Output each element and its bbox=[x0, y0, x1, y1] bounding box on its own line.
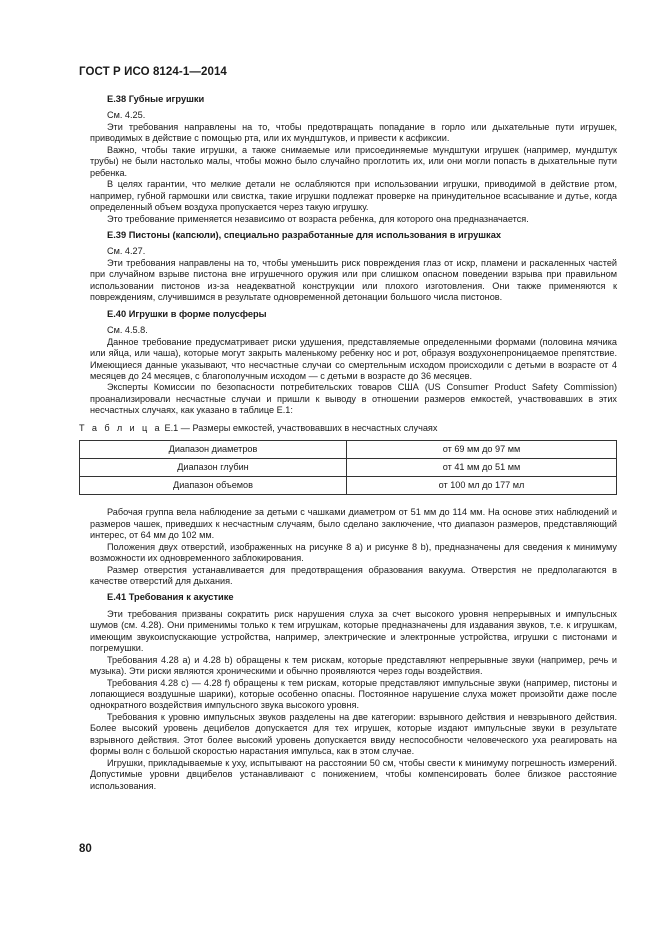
paragraph: Данное требование предусматривает риски удушения, представляемые определенными формами (половина мячика или яйца, или чаша), которые могут закрыть маленькому ребенку нос и рот, образуя воздухонепроницаемое препятствие. Имеющиеся данные указывают, что несчастные случаи со смертельным исходом происходили с детьми в возрасте от 4 месяцев до 24 месяцев, с благополучным исходом — с детьми в возрасте до 36 месяцев. bbox=[90, 336, 617, 381]
section-e38 bbox=[90, 94, 617, 225]
table-cell: от 41 мм до 51 мм bbox=[347, 459, 617, 477]
paragraph: Рабочая группа вела наблюдение за детьми с чашками диаметром от 51 мм до 114 мм. На основе этих наблюдений и размеров чашек, приведших к несчастным случаям, было сделано заключение, что диапазон размеров, представляющий интерес, от 64 мм до 102 мм. bbox=[90, 507, 617, 541]
paragraph: Размер отверстия устанавливается для предотвращения образования вакуума. Отверстия не предполагаются в качестве отверстий для дыхания. bbox=[90, 564, 617, 586]
paragraph: Требования 4.28 а) и 4.28 b) обращены к тем рискам, которые представляют непрерывные звуки (например, речь и музыка). Эти риски являются хроническими и обычно проявляются через годы воздействия. bbox=[90, 654, 617, 677]
table-caption bbox=[79, 423, 617, 434]
paragraph: Требования к уровню импульсных звуков разделены на две категории: взрывного действия и невзрывного действия. Более высокий уровень децибелов допускается для тех игрушек, которые издают импульсные звуки в результате взрывного действия. Этот более высокий уровень допускается ввиду неспособности человеческого уха реагировать на формы волн с большой скоростью нарастания импульса, как в этом случае. bbox=[90, 711, 617, 757]
table-cell: Диапазон диаметров bbox=[80, 441, 347, 459]
document-header: ГОСТ Р ИСО 8124-1—2014 bbox=[79, 66, 227, 78]
table-cell: от 69 мм до 97 мм bbox=[347, 441, 617, 459]
paragraph: В целях гарантии, что мелкие детали не ослабляются при использовании игрушки, приводимой в действие ртом, например, губной гармошки или свистка, такие игрушки подлежат проверке на принудительное всасывание и дутье, когда определенный объем воздуха пропускается через такую игрушку. bbox=[90, 179, 617, 213]
table-caption-lead: Т а б л и ц а bbox=[79, 422, 163, 433]
paragraph: См. 4.5.8. bbox=[107, 325, 148, 336]
section-title: E.41 Требования к акустике bbox=[107, 592, 234, 603]
table-cell: Диапазон объемов bbox=[80, 477, 347, 495]
section-e39 bbox=[90, 230, 617, 304]
paragraph: Требования 4.28 с) — 4.28 f) обращены к тем рискам, которые представляют импульсные звуки (например, пистоны и лопающиеся воздушные шарики), которые особенно опасны. Постоянное нарушение слуха может произойти даже после однократного воздействия импульсного звука высокого уровня. bbox=[90, 677, 617, 711]
paragraph: Эти требования направлены на то, чтобы предотвращать попадание в горло или дыхательные пути игрушек, приводимых в действие с помощью рта, или их мундштуков, и привести к асфиксии. bbox=[90, 121, 617, 144]
paragraph: Эти требования направлены на то, чтобы уменьшить риск повреждения глаз от искр, пламени и раскаленных частей при случайном взрыве пистона вне игрушечного оружия или при слишком опасном поведении взрыва при правильном использовании пистонов из-за неадекватной конструкции или плохого изготовления. Они также применяются к повреждениям, случившимся в результате одновременной детонации большого числа пистонов. bbox=[90, 257, 617, 303]
table-row bbox=[80, 477, 617, 495]
table-row bbox=[80, 441, 617, 459]
section-title: E.39 Пистоны (капсюли), специально разработанные для использования в игрушках bbox=[107, 229, 502, 240]
data-table bbox=[79, 440, 617, 495]
section-title: E.40 Игрушки в форме полусферы bbox=[107, 308, 267, 319]
section-e40 bbox=[79, 308, 617, 588]
table-row bbox=[80, 459, 617, 477]
page-number: 80 bbox=[79, 843, 92, 855]
section-title: E.38 Губные игрушки bbox=[107, 94, 205, 104]
paragraph: Положения двух отверстий, изображенных на рисунке 8 а) и рисунке 8 b), предназначены для сведения к минимуму возможности их одновременного заблокирования. bbox=[90, 541, 617, 564]
table-cell: от 100 мл до 177 мл bbox=[347, 477, 617, 495]
paragraph: Важно, чтобы такие игрушки, а также снимаемые или присоединяемые мундштуки игрушек (например, мундштук трубы) не были настолько малы, чтобы можно было случайно проглотить их, или они могли попасть в дыхательные пути ребенка. bbox=[90, 144, 617, 178]
table-caption-text: Е.1 — Размеры емкостей, участвовавших в несчастных случаях bbox=[162, 422, 438, 433]
paragraph: Эти требования призваны сократить риск нарушения слуха за счет высокого уровня непрерывных и импульсных шумов (см. 4.28). Они применимы только к тем игрушкам, которые предназначены для издавания звуков, т.е. к игрушкам, имеющим звукоиспускающие устройства, например, электрические и электронные устройства, игрушки с пистонами и погремушки. bbox=[90, 608, 617, 654]
paragraph: См. 4.27. bbox=[107, 246, 146, 257]
paragraph: Это требование применяется независимо от возраста ребенка, для которого она предназначается. bbox=[107, 213, 529, 224]
section-e41 bbox=[90, 592, 617, 792]
document-body bbox=[79, 94, 617, 797]
paragraph: См. 4.25. bbox=[107, 110, 146, 121]
table-cell: Диапазон глубин bbox=[80, 459, 347, 477]
paragraph: Игрушки, прикладываемые к уху, испытывают на расстоянии 50 см, чтобы свести к минимуму погрешность измерений. Допустимые уровни двцибелов устанавливают с понижением, чтобы компенсировать более близкое расстояние использования. bbox=[90, 757, 617, 791]
paragraph: Эксперты Комиссии по безопасности потребительских товаров США (US Consumer Product Safety Commission) проанализировали несчастные случаи и пришли к выводу в отношении размеров емкостей, участвовавших в этих несчастных случаях, как указано в таблице Е.1: bbox=[90, 382, 617, 416]
